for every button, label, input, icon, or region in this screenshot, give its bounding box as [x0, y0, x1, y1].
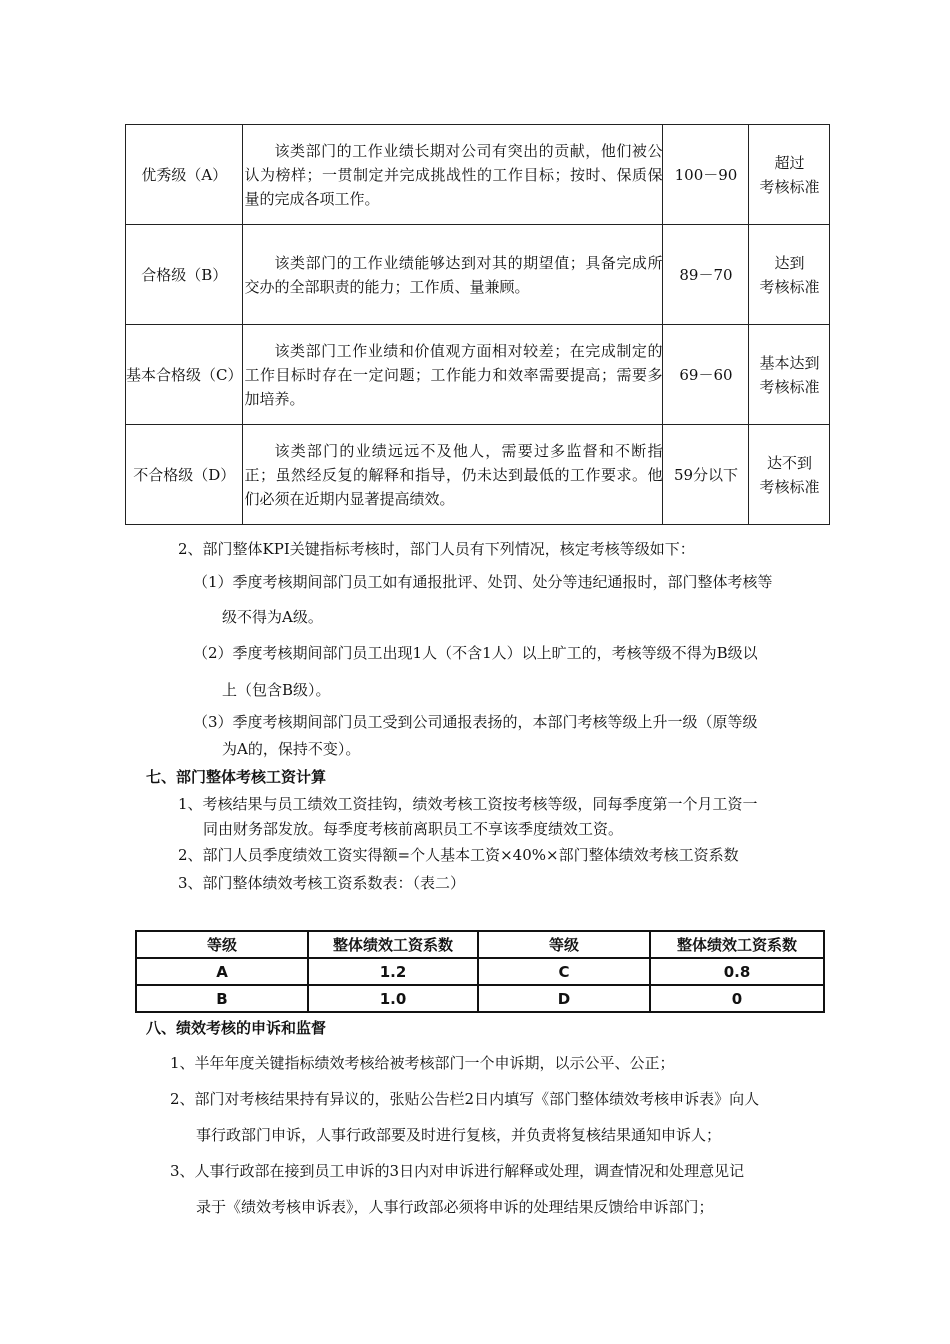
grade-score: 100－90	[663, 125, 749, 225]
column-header: 整体绩效工资系数	[308, 931, 478, 958]
grade-score: 59分以下	[663, 425, 749, 525]
grade-description: 该类部门的业绩远远不及他人，需要过多监督和不断指正；虽然经反复的解释和指导，仍未达到最低的工作要求。他们必须在近期内显著提高绩效。	[243, 425, 663, 525]
grade-description: 该类部门工作业绩和价值观方面相对较差；在完成制定的工作目标时存在一定问题；工作能力和效率需要提高；需要多加培养。	[243, 325, 663, 425]
table-cell: D	[478, 985, 650, 1012]
table-row	[136, 985, 824, 1012]
table-header-row	[136, 931, 824, 958]
sec8-item3: 3、人事行政部在接到员工申诉的3日内对申诉进行解释或处理，调查情况和处理意见记	[170, 1162, 745, 1180]
sec8-item1: 1、半年年度关键指标绩效考核给被考核部门一个申诉期，以示公平、公正；	[170, 1054, 675, 1072]
table-cell: A	[136, 958, 308, 985]
table-cell: 0	[650, 985, 824, 1012]
grade-score: 69－60	[663, 325, 749, 425]
grade-result: 超过 考核标准	[749, 125, 830, 225]
grade-result: 基本达到 考核标准	[749, 325, 830, 425]
grade-result: 达不到 考核标准	[749, 425, 830, 525]
sec6-item2: 2、部门整体KPI关键指标考核时，部门人员有下列情况，核定考核等级如下：	[178, 540, 695, 558]
grade-level: 不合格级（D）	[126, 425, 243, 525]
grade-level: 优秀级（A）	[126, 125, 243, 225]
grade-result: 达到 考核标准	[749, 225, 830, 325]
grade-level: 基本合格级（C）	[126, 325, 243, 425]
grade-score: 89－70	[663, 225, 749, 325]
sec8-item2-cont: 事行政部门申诉，人事行政部要及时进行复核，并负责将复核结果通知申诉人；	[196, 1126, 722, 1144]
table-cell: 1.0	[308, 985, 478, 1012]
table-cell: B	[136, 985, 308, 1012]
table-cell: 1.2	[308, 958, 478, 985]
column-header: 等级	[136, 931, 308, 958]
table-cell: 0.8	[650, 958, 824, 985]
sec6-sub1: （1）季度考核期间部门员工如有通报批评、处罚、处分等违纪通报时，部门整体考核等	[193, 573, 773, 591]
sec7-item1-cont: 同由财务部发放。每季度考核前离职员工不享该季度绩效工资。	[203, 820, 624, 838]
coefficient-table	[135, 930, 825, 1013]
section-8-heading: 八、绩效考核的申诉和监督	[146, 1019, 327, 1037]
sec7-item2: 2、部门人员季度绩效工资实得额=个人基本工资×40%×部门整体绩效考核工资系数	[178, 846, 739, 864]
grade-description: 该类部门的工作业绩长期对公司有突出的贡献，他们被公认为榜样；一贯制定并完成挑战性的工作目标；按时、保质保量的完成各项工作。	[243, 125, 663, 225]
section-7-heading: 七、部门整体考核工资计算	[146, 768, 327, 786]
sec6-sub3-cont: 为A的，保持不变）。	[222, 740, 361, 758]
sec7-item1: 1、考核结果与员工绩效工资挂钩，绩效考核工资按考核等级，同每季度第一个月工资一	[178, 795, 758, 813]
grade-table	[125, 124, 830, 525]
sec6-sub2: （2）季度考核期间部门员工出现1人（不含1人）以上旷工的，考核等级不得为B级以	[193, 644, 758, 662]
sec6-sub1-cont: 级不得为A级。	[222, 608, 323, 626]
table-cell: C	[478, 958, 650, 985]
column-header: 整体绩效工资系数	[650, 931, 824, 958]
table-row	[126, 225, 830, 325]
grade-level: 合格级（B）	[126, 225, 243, 325]
sec8-item2: 2、部门对考核结果持有异议的，张贴公告栏2日内填写《部门整体绩效考核申诉表》向人	[170, 1090, 760, 1108]
table-row	[126, 125, 830, 225]
sec6-sub2-cont: 上（包含B级）。	[222, 681, 331, 699]
table-row	[136, 958, 824, 985]
sec6-sub3: （3）季度考核期间部门员工受到公司通报表扬的，本部门考核等级上升一级（原等级	[193, 713, 758, 731]
sec7-item3: 3、部门整体绩效考核工资系数表：（表二）	[178, 874, 466, 892]
table-row	[126, 325, 830, 425]
sec8-item3-cont: 录于《绩效考核申诉表》，人事行政部必须将申诉的处理结果反馈给申诉部门；	[196, 1198, 714, 1216]
grade-description: 该类部门的工作业绩能够达到对其的期望值；具备完成所交办的全部职责的能力；工作质、量兼顾。	[243, 225, 663, 325]
table-row	[126, 425, 830, 525]
column-header: 等级	[478, 931, 650, 958]
